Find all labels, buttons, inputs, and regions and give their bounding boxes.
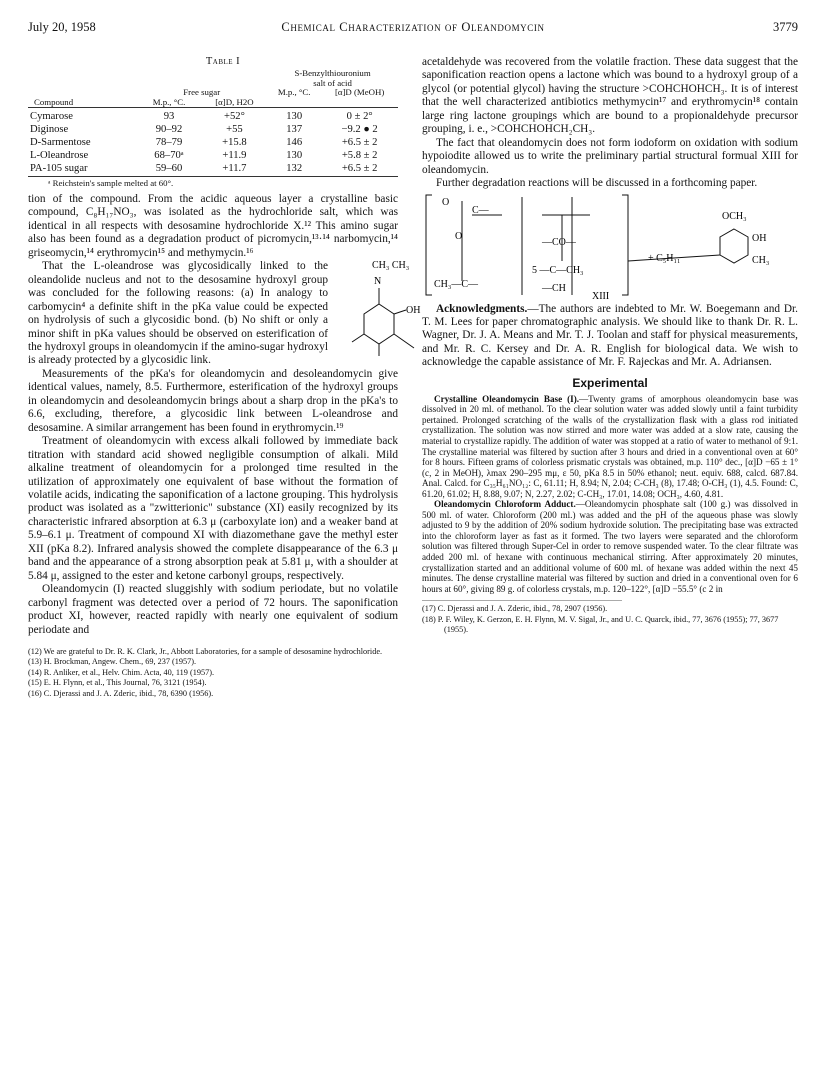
table-cell-mp: 93	[163, 110, 175, 122]
experimental-paragraph-2: Oleandomycin Chloroform Adduct.—Oleandomycin phosphate salt (100 g.) was dissolved in 500 ml. of water. Chloroform (200 ml.) was added and the pH of the aqueous phase was slowly adjusted to 9 by the addition of 20% sodium hydroxide solution. The precipitating base was extracted into the chloroform layer as fast as it formed. The two layers were separated and the chloroform solution was filtered through Super-Cel in order to remove suspended water. To the clear filtrate was added 200 ml. of hexane with continuous mechanical stirring. After approximately 20 minutes, crystallization started and an additional volume of 600 ml. of hexane was added within the next 45 minutes. The dense crystalline material was filtered by suction and dried in a conventional oven for 6 hours at 60°, giving 89 g. of colorless crystals, m.p. 120–122°, [α]D −55.5° (c 2 in	[422, 499, 798, 594]
ref-15: (15) E. H. Flynn, et al., This Journal, 76, 3121 (1954).	[28, 678, 207, 688]
col-mp2: M.p., °C.	[277, 87, 311, 97]
left-footnotes	[28, 647, 398, 699]
right-paragraph-2: The fact that oleandomycin does not form iodoform on oxidation with sodium hypoiodite allowed us to write the preliminary partial structural formual XIII for oleandomycin.	[422, 136, 798, 176]
left-paragraph-2: That the L-oleandrose was glycosidically linked to the oleandolide nucleus and not to the desosamine hydroxyl group was concluded for the following reasons: (a) In analogy to carbomycin⁴ a definite shift in the pKa value could be expected on hydrolysis of such a glycosidic bond. (b) No shift or only a minor shift in pKa values should be observed on esterification of the hydroxyl groups in oleandomycin if the amino-sugar hydroxyl is already protected by a glycosidic link.	[28, 260, 328, 367]
table-row	[28, 162, 398, 176]
oleandomycin-partial-structure	[422, 191, 798, 299]
header-date: July 20, 1958	[28, 20, 96, 34]
table-cell-alpha: +55	[226, 123, 243, 135]
col-alpha-meoh: [α]D (MeOH)	[334, 87, 385, 97]
structure-xiii	[422, 191, 798, 299]
table-cell-alpha: +11.7	[222, 163, 247, 175]
table-cell-name: D-Sarmentose	[30, 136, 91, 148]
svg-text:—CH: —CH	[542, 282, 566, 294]
svg-text:O: O	[442, 196, 450, 208]
table-cell-mp: 59–60	[155, 163, 183, 175]
svg-text:OCH₃: OCH₃	[722, 210, 747, 222]
n-label: N	[374, 276, 382, 288]
svg-text:+ C₅H₁₁: + C₅H₁₁	[648, 252, 681, 264]
svg-text:O: O	[455, 230, 463, 242]
table-cell-mp2: 130	[286, 150, 303, 162]
left-column	[28, 56, 421, 699]
col-mp: M.p., °C.	[152, 96, 186, 107]
svg-text:CH₃—C—: CH₃—C—	[434, 278, 479, 290]
table-row	[28, 110, 398, 123]
table-cell-alpha: +15.8	[222, 136, 247, 148]
table-cell-alpha2: +5.8 ± 2	[341, 150, 378, 162]
right-paragraph-3: Further degradation reactions will be discussed in a forthcoming paper.	[436, 177, 758, 190]
svg-text:—CO—: —CO—	[542, 236, 576, 248]
page-number: 3779	[773, 20, 798, 34]
svg-text:CH₃: CH₃	[752, 254, 770, 266]
group-header-salt: S-Benzylthiouronium salt of acid	[294, 68, 371, 88]
table-cell-mp2: 132	[286, 163, 303, 175]
ref-17: (17) C. Djerassi and J. A. Zderic, ibid., 78, 2907 (1956).	[422, 604, 608, 614]
left-paragraph-3: Measurements of the pKa's for oleandomycin and desoleandomycin give identical values, namely, 8.5. Furthermore, esterification of the hydroxyl groups in oleandomycin and desoleandomycin brings about a sharp drop in the pKa's to 6.6, excluding, therefore, a glycosidic link between L-oleandrose and desosamine. A similar arrangement has been found in erythromycin.¹⁹	[28, 367, 398, 434]
table-cell-mp: 78–79	[155, 136, 183, 148]
svg-text:5 —C—CH₃: 5 —C—CH₃	[532, 264, 584, 276]
table-cell-alpha2: 0 ± 2°	[346, 110, 373, 122]
table-cell-mp: 68–70ᵃ	[154, 150, 184, 162]
ref-12: (12) We are grateful to Dr. R. K. Clark, Jr., Abbott Laboratories, for a sample of desosamine hydrochloride.	[28, 646, 383, 656]
svg-text:C—: C—	[472, 204, 489, 216]
ref-18: (18) P. F. Wiley, K. Gerzon, E. H. Flynn, M. V. Sigal, Jr., and U. C. Quarck, ibid., 77, 3676 (1955); 77, 3677 (1955).	[422, 614, 779, 634]
col-compound: Compound	[34, 96, 74, 107]
table-cell-mp2: 130	[286, 110, 303, 122]
col-alpha-h2o: [α]D, H2O	[215, 96, 254, 107]
structure-wrap-block	[28, 260, 421, 368]
table-cell-alpha2: +6.5 ± 2	[341, 163, 378, 175]
sugar-table	[28, 69, 398, 177]
table-row	[28, 149, 398, 162]
right-paragraph-1: acetaldehyde was recovered from the volatile fraction. These data suggest that the saponification reaction opens a lactone which was bound to a hydroxyl group of a glycol (or potential glycol) having the structure >COHCHOHCH₃. It is of interest that the well characterized antibiotics methymycin¹⁷ and erythromycin¹⁸ contain large ring lactone groupings which are bound to a propionaldehyde precursor grouping, i. e., >COHCHOHCH₂CH₃.	[422, 56, 798, 136]
table-cell-alpha: +11.9	[222, 150, 247, 162]
left-paragraph-4: Treatment of oleandomycin with excess alkali followed by immediate back titration with standard acid showed negligible consumption of alkali. Mild alkaline treatment of oleandomycin for a prolonged time resulted in the utilization of approximately one equivalent of base without the formation of volatile acids, indicating the saponification of a lactone grouping. This hydrolysis product was isolated as a "zwitterionic" substance (XI) easily recognized by its characteristic infrared absorption at 6.3 μ (carboxylate ion) and a weaker band at 5.9–6.1 μ. Treatment of compound XI with diazomethane gave the methyl ester XII (pKa 8.2). Infrared analysis showed the complete disappearance of the 6.3 μ band and the appearance of a strong absorption peak at 5.81 μ, with a shoulder at 5.84 μ, assigned to the ester and ketone carbonyl groups, respectively.	[28, 435, 398, 582]
table-cell-name: Cymarose	[30, 110, 73, 122]
table-cell-name: PA-105 sugar	[30, 163, 88, 175]
experimental-paragraph-1: Crystalline Oleandomycin Base (I).—Twenty grams of amorphous oleandomycin base was dissolved in 20 ml. of methanol. To the clear solution water was added slowly until a faint turbidity pertained. Prolonged scratching of the walls of the crystallization flask with a glass rod initiated crystallization. The solution was now stirred and more water was added at a slow rate, causing the material to crystallize rapidly. The addition of water was stopped at a ratio of water to methanol of 9:1. The crystalline material was filtered by suction after 3 hours and dried in a conventional oven at 60° for 8 hours. Fifteen grams of colorless prismatic crystals was obtained, m.p. 110° dec., [α]D −65 ± 1° (c, 2 in MeOH), λmax 290–295 mμ, ε 50, pKa 8.5 in 50% ethanol; neut. equiv. 688, calcd. 687.84. Anal. Calcd. for C₃₅H₆₁NO₁₂: C, 61.11; H, 8.94; N, 2.04; C-CH₃ (8), 17.48; O-CH₃ (1), 4.5. Found: C, 61.20, 61.02; H, 8.88, 9.07; N, 2.27, 2.02; C-CH₃, 17.01, 14.08; OCH₃, 4.60, 4.81.	[422, 393, 798, 499]
table-cell-alpha2: −9.2 ● 2	[341, 123, 378, 135]
oh-label: OH	[406, 305, 421, 317]
table-cell-name: L-Oleandrose	[30, 150, 89, 162]
xiii-label: XIII	[592, 290, 610, 299]
table-cell-name: Diginose	[30, 123, 69, 135]
ref-16: (16) C. Djerassi and J. A. Zderic, ibid., 78, 6390 (1956).	[28, 688, 214, 698]
svg-text:OH: OH	[752, 232, 767, 244]
right-footnotes	[422, 604, 798, 635]
table-cell-mp2: 146	[286, 136, 303, 148]
table-cell-alpha: +52°	[224, 110, 245, 122]
acknowledgments: Acknowledgments.—The authors are indebted to Mr. W. Boegemann and Dr. T. M. Lees for paper chromatographic analysis. We should like to thank Dr. R. L. Wagner, Dr. J. A. Means and Mr. T. J. Toolan and staff for physical measurements, and Mr. R. C. Kersey and Dr. A. R. English for biological data. We wish to acknowledge the capable assistance of Mr. F. Rajeckas and Mr. A. Adriansen.	[422, 302, 798, 369]
table-footnote: ᵃ Reichstein's sample melted at 60°.	[48, 178, 174, 189]
left-paragraph-1: tion of the compound. From the acidic aqueous layer a crystalline basic compound, C₈H₁₇NO₃, was isolated as the hydrochloride salt, which was identical in all respects with desosamine hydrochloride X.¹² This amino sugar also has been found as a degradation product of picromycin,¹³·¹⁴ narbomycin,¹⁴ griseomycin,¹⁴ erythromycin¹⁵ and methymycin.¹⁶	[28, 193, 398, 259]
ch3ch3-label: CH₃ CH₃	[372, 260, 410, 272]
table-cell-mp: 90–92	[155, 123, 183, 135]
table-cell-alpha2: +6.5 ± 2	[341, 136, 378, 148]
table-cell-mp2: 137	[286, 123, 303, 135]
group-header-free: Free sugar	[183, 87, 221, 97]
running-header	[28, 20, 798, 38]
left-paragraph-5: Oleandomycin (I) reacted sluggishly with sodium periodate, but no volatile carbonyl fragment was detected over a period of 72 hours. The saponification product XI, however, reacted rapidly with nearly one equivalent of sodium periodate and	[28, 583, 398, 636]
ref-14: (14) R. Anliker, et al., Helv. Chim. Acta, 40, 119 (1957).	[28, 667, 215, 677]
right-column	[422, 56, 798, 635]
header-title: Chemical Characterization of Oleandomycin	[281, 20, 545, 34]
ref-13: (13) H. Brockman, Angew. Chem., 69, 237 (1957).	[28, 657, 197, 667]
experimental-heading: Experimental	[572, 375, 648, 390]
table-row	[28, 123, 398, 136]
table-caption: Table I	[205, 56, 241, 67]
ack-title: Acknowledgments.	[436, 302, 528, 315]
table-row	[28, 136, 398, 149]
